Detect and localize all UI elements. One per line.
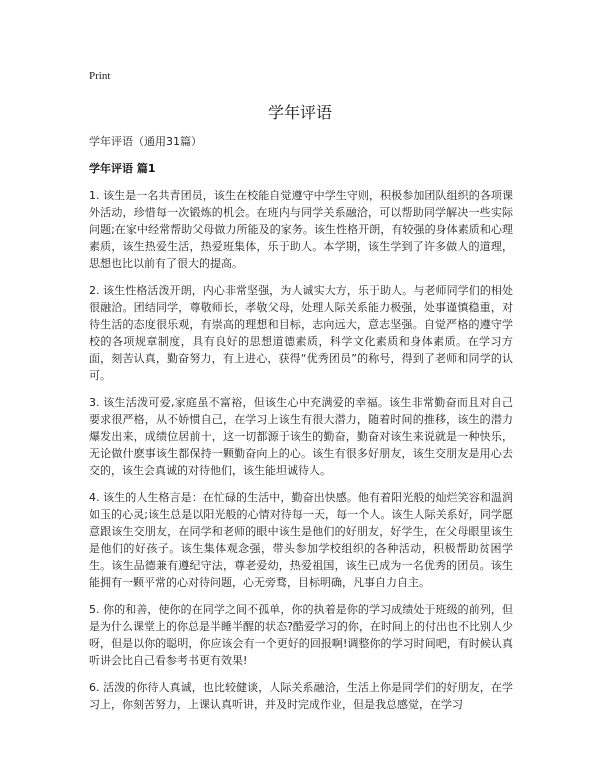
paragraph-1: 1. 该生是一名共青团员，该生在校能自觉遵守中学生守则，积极参加团队组织的各项课外活动，珍惜每一次锻炼的机会。在班内与同学关系融洽，可以帮助同学解决一些实际问题;在家中经常帮助父母做力所能及的家务。该生性格开朗，有较强的身体素质和心理素质，该生热爱生活，热爱班集体，乐于助人。本学期，该生学到了许多做人的道理，思想也比以前有了很大的提高。 [89, 189, 513, 270]
document-subtitle: 学年评语（通用31篇） [89, 135, 202, 148]
document-title: 学年评语 [267, 103, 332, 122]
section-heading: 学年评语 篇1 [89, 162, 156, 175]
document-body [89, 187, 513, 723]
paragraph-4: 4. 该生的人生格言是：在忙碌的生活中，勤奋出快感。他有着阳光般的灿烂笑容和温润如玉的心灵;该生总是以阳光般的心情对待每一天，每一个人。该生人际关系好，同学愿意跟该生交朋友，在同学和老师的眼中该生是他们的好朋友，好学生，在父母眼里该生是他们的好孩子。该生集体观念强，带头参加学校组织的各种活动，积极帮助贫困学生。该生品德兼有遵纪守法，尊老爱幼，热爱祖国，该生已成为一名优秀的团员。该生能拥有一颗平常的心对待问题，心无旁骛，目标明确，凡事自力自主。 [89, 491, 513, 589]
print-link[interactable]: Print [89, 70, 111, 82]
paragraph-5: 5. 你的和善，使你的在同学之间不孤单，你的执着是你的学习成绩处于班级的前列，但是为什么课堂上的你总是半睡半醒的状态?酷爱学习的你，在时间上的付出也不比别人少呀，但是以你的聪明，你应该会有一个更好的回报啊!调整你的学习时间吧，有时候认真听讲会比自己看参考书更有效果! [89, 603, 513, 667]
paragraph-2: 2. 该生性格活泼开朗，内心非常坚强，为人诚实大方，乐于助人。与老师同学们的相处很融洽。团结同学，尊敬师长，孝敬父母，处理人际关系能力极强，处事谨慎稳重，对待生活的态度很乐观，有崇高的理想和目标，志向远大，意志坚强。自觉严格的遵守学校的各项规章制度，具有良好的思想道德素质，科学文化素质和身体素质。在学习方面，刻苦认真，勤奋努力，有上进心，获得“优秀团员”的称号，得到了老师和同学的认可。 [89, 284, 513, 382]
paragraph-6: 6. 活泼的你待人真诚，也比较健谈，人际关系融洽，生活上你是同学们的好朋友，在学习上，你刻苦努力，上课认真听讲，并及时完成作业，但是我总感觉，在学习 [89, 681, 513, 711]
paragraph-3: 3. 该生活泼可爱,家庭虽不富裕，但该生心中充满爱的幸福。该生非常勤奋而且对自己要求很严格，从不娇惯自己，在学习上该生有很大潜力，随着时间的推移，该生的潜力爆发出来，成绩位居前十，这一切都源于该生的勤奋，勤奋对该生来说就是一种快乐，无论做什麽事该生都保持一颗勤奋向上的心。该生有很多好朋友，该生交朋友是用心去交的，该生会真诚的对待他们，该生能坦诚待人。 [89, 396, 513, 477]
